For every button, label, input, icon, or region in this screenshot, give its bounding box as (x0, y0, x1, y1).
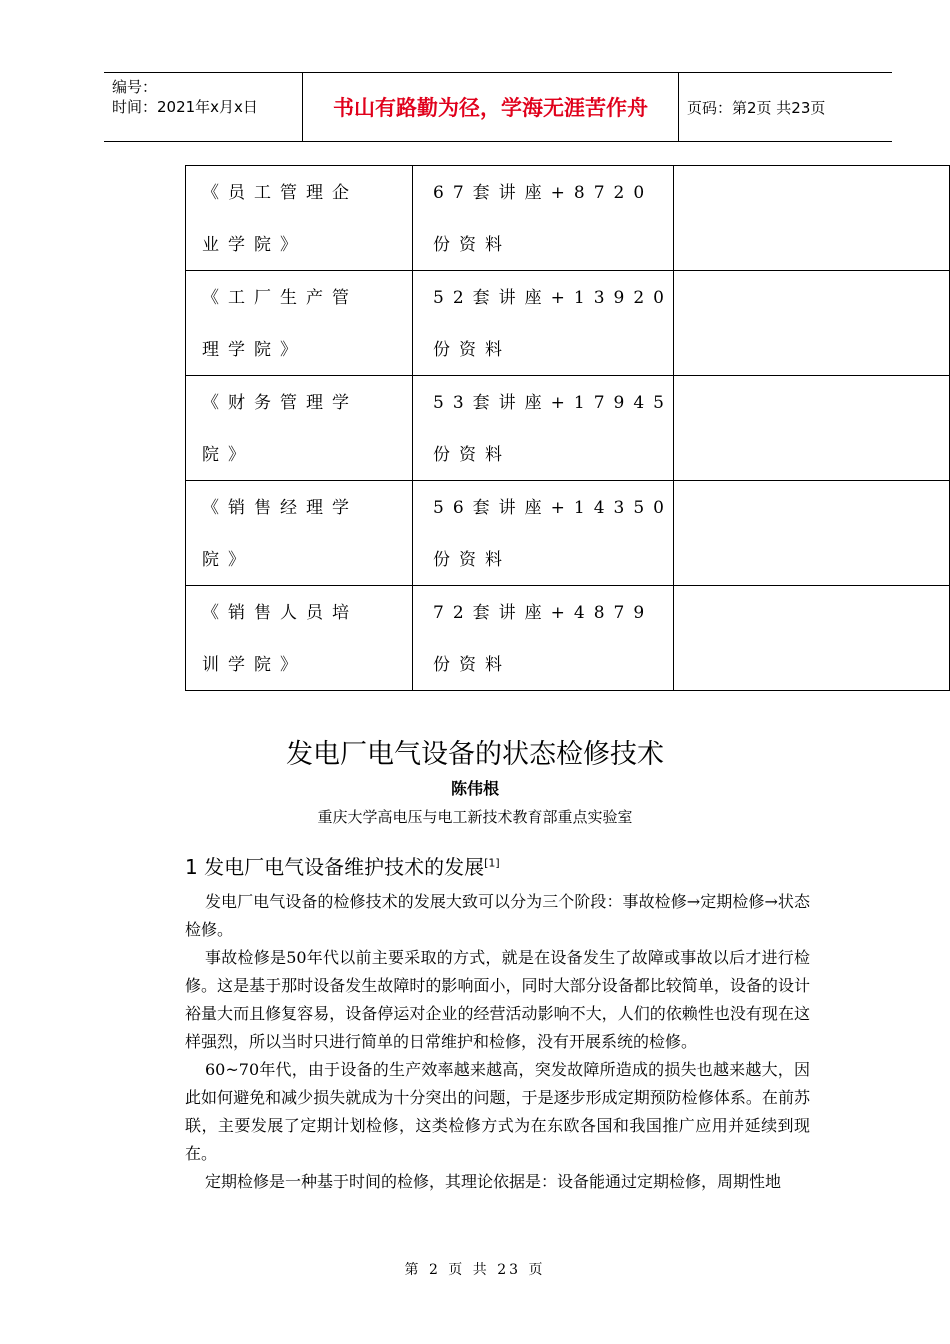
article-author: 陈伟根 (450, 779, 499, 798)
course-name-cell: 《销售经理学 院》 (186, 481, 413, 586)
empty-cell (673, 376, 949, 481)
table-row (186, 271, 950, 376)
header-motto: 书山有路勤为径，学海无涯苦作舟 (303, 73, 679, 141)
section-title: 1 发电厂电气设备维护技术的发展 (185, 855, 485, 879)
course-desc-cell: 52套讲座+13920 份资料 (413, 271, 674, 376)
empty-cell (673, 271, 949, 376)
page-header (104, 72, 892, 142)
article-body (185, 888, 810, 1196)
course-table (185, 165, 950, 691)
course-desc-cell: 56套讲座+14350 份资料 (413, 481, 674, 586)
paragraph: 60~70年代，由于设备的生产效率越来越高，突发故障所造成的损失也越来越大，因此如何避免和减少损失就成为十分突出的问题，于是逐步形成定期预防检修体系。在前苏联，主要发展了定期计划检修，这类检修方式为在东欧各国和我国推广应用并延续到现在。 (185, 1060, 810, 1163)
empty-cell (673, 586, 949, 691)
section-ref: [1] (484, 856, 500, 870)
course-name-cell: 《财务管理学 院》 (186, 376, 413, 481)
course-name-cell: 《工厂生产管 理学院》 (186, 271, 413, 376)
section-heading (185, 851, 500, 880)
number-label: 编号： (112, 78, 158, 96)
table-row (186, 376, 950, 481)
empty-cell (673, 481, 949, 586)
course-name-cell: 《员工管理企 业学院》 (186, 166, 413, 271)
course-desc-cell: 67套讲座+8720 份资料 (413, 166, 674, 271)
paragraph: 发电厂电气设备的检修技术的发展大致可以分为三个阶段：事故检修→定期检修→状态检修。 (185, 892, 810, 939)
time-label: 时间：2021年x月x日 (112, 98, 258, 116)
article-affiliation: 重庆大学高电压与电工新技术教育部重点实验室 (317, 808, 633, 826)
table-row (186, 166, 950, 271)
paragraph: 事故检修是50年代以前主要采取的方式，就是在设备发生了故障或事故以后才进行检修。这是基于那时设备发生故障时的影响面小，同时大部分设备都比较简单，设备的设计裕量大而且修复容易，设备停运对企业的经营活动影响不大，人们的依赖性也没有现在这样强烈，所以当时只进行简单的日常维护和检修，没有开展系统的检修。 (185, 948, 810, 1051)
article-title: 发电厂电气设备的状态检修技术 (286, 739, 664, 770)
page-footer: 第 2 页 共 23 页 (404, 1262, 546, 1278)
header-meta (104, 73, 303, 141)
paragraph: 定期检修是一种基于时间的检修，其理论依据是：设备能通过定期检修，周期性地 (205, 1172, 782, 1191)
course-desc-cell: 53套讲座+17945 份资料 (413, 376, 674, 481)
empty-cell (673, 166, 949, 271)
header-page-info: 页码：第2页 共23页 (687, 98, 826, 117)
table-row (186, 586, 950, 691)
course-name-cell: 《销售人员培 训学院》 (186, 586, 413, 691)
course-desc-cell: 72套讲座+4879 份资料 (413, 586, 674, 691)
table-row (186, 481, 950, 586)
